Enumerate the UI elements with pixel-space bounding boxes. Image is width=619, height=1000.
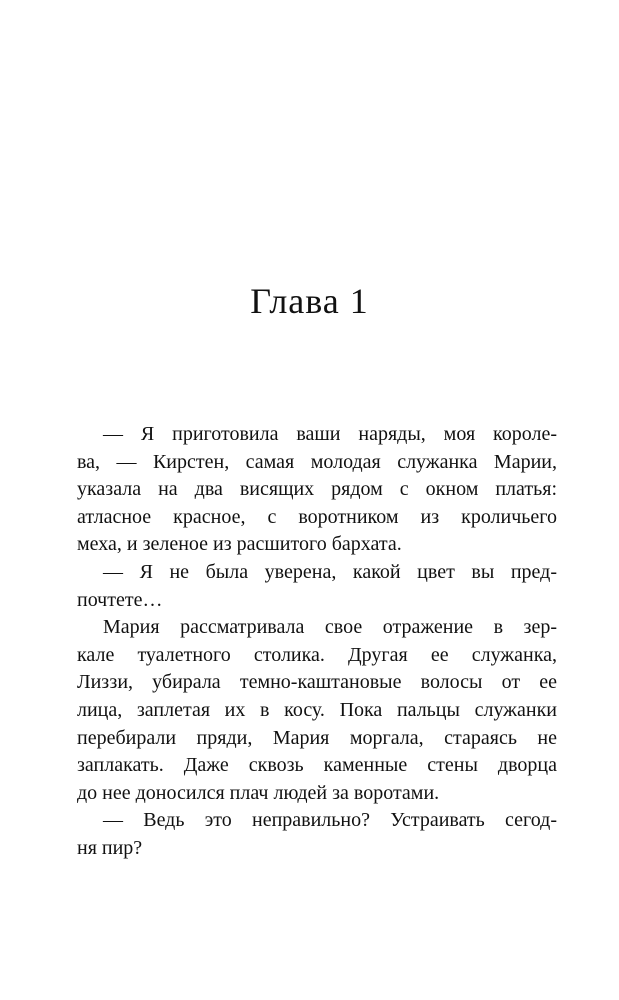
text-line: Мария рассматривала свое отражение в зер- xyxy=(103,616,557,639)
text-line: до нее доносился плач людей за воротами. xyxy=(77,781,440,804)
text-line: заплакать. Даже сквозь каменные стены дворца xyxy=(77,754,557,777)
text-line: кале туалетного столика. Другая ее служанка, xyxy=(77,643,557,666)
body-text xyxy=(77,421,557,863)
text-line: почтете… xyxy=(77,588,163,611)
text-line: перебирали пряди, Мария моргала, стараясь не xyxy=(77,726,557,749)
text-line: — Я приготовила ваши наряды, моя короле- xyxy=(103,423,557,445)
text-line: атласное красное, с воротником из кроличьего xyxy=(77,505,557,528)
text-line: — Я не была уверена, какой цвет вы пред- xyxy=(103,560,557,583)
text-line: Лиззи, убирала темно-каштановые волосы от ее xyxy=(77,671,557,694)
text-line: меха, и зеленое из расшитого бархата. xyxy=(77,533,402,556)
text-line: ва, — Кирстен, самая молодая служанка Марии, xyxy=(77,450,557,473)
text-line: лица, заплетая их в косу. Пока пальцы служанки xyxy=(77,698,557,721)
chapter-title: Глава 1 xyxy=(250,281,369,321)
text-line: — Ведь это неправильно? Устраивать сегод- xyxy=(103,809,557,832)
text-line: указала на два висящих рядом с окном платья: xyxy=(77,478,557,501)
text-line: ня пир? xyxy=(77,836,143,859)
